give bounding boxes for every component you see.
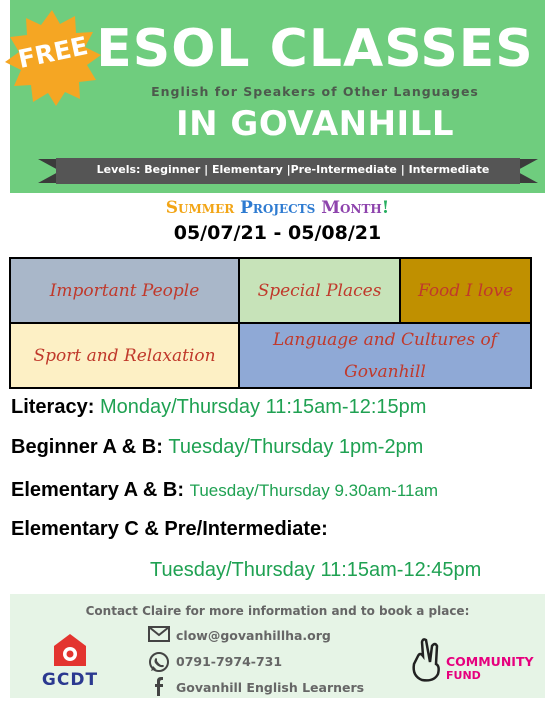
date-range: 05/07/21 - 05/08/21 <box>173 222 382 244</box>
exclamation: ! <box>381 198 390 218</box>
topic-language-cultures: Language and Cultures of Govanhill <box>239 323 531 388</box>
phone-text: 0791-7974-731 <box>176 654 283 669</box>
summer-word: Summer <box>165 198 235 218</box>
elementary-label: Elementary A & B: <box>11 479 185 501</box>
envelope-icon <box>148 625 170 643</box>
elemc-time: Tuesday/Thursday 11:15am-12:45pm <box>150 559 482 581</box>
elemc-label: Elementary C & Pre/Intermediate: <box>11 518 328 540</box>
beginner-label: Beginner A & B: <box>11 436 163 458</box>
contact-heading: Contact Claire for more information and to book a place: <box>85 604 470 618</box>
community-fund-logo <box>408 636 548 686</box>
facebook-icon <box>148 677 170 697</box>
schedule-beginner <box>11 436 423 459</box>
free-badge <box>0 8 104 108</box>
facebook-text[interactable]: Govanhill English Learners <box>176 680 365 695</box>
levels-ribbon <box>38 156 538 186</box>
summer-heading <box>0 198 555 218</box>
literacy-label: Literacy: <box>11 396 95 418</box>
topic-food-i-love: Food I love <box>400 258 531 323</box>
topic-sport-relaxation: Sport and Relaxation <box>10 323 239 388</box>
gcdt-house-icon <box>30 630 110 670</box>
free-text: FREE <box>15 30 91 75</box>
email-text[interactable]: clow@govanhillha.org <box>176 628 331 643</box>
schedule-literacy <box>11 396 426 419</box>
beginner-time: Tuesday/Thursday 1pm-2pm <box>168 436 424 458</box>
month-word: Month <box>321 198 382 218</box>
projects-word: Projects <box>240 198 316 218</box>
main-title: ESOL CLASSES <box>96 19 534 79</box>
gcdt-text: GCDT <box>41 670 99 690</box>
location-title: IN GOVANHILL <box>175 104 455 144</box>
schedule-elementary-c <box>11 518 328 541</box>
whatsapp-icon <box>148 651 170 673</box>
footer-contact <box>10 594 545 698</box>
levels-text: Levels: Beginner | Elementary |Pre-Intermediate | Intermediate <box>96 163 490 176</box>
topic-special-places: Special Places <box>239 258 400 323</box>
topic-important-people: Important People <box>10 258 239 323</box>
schedule-elementary <box>11 479 438 502</box>
gcdt-logo <box>30 630 110 690</box>
crossed-fingers-icon <box>408 636 448 686</box>
topics-table <box>9 257 532 389</box>
elementary-time: Tuesday/Thursday 9.30am-11am <box>189 481 439 500</box>
community-text: COMMUNITY <box>446 654 534 669</box>
literacy-time: Monday/Thursday 11:15am-12:15pm <box>99 396 427 418</box>
subtitle: English for Speakers of Other Languages <box>151 84 479 99</box>
fund-text: FUND <box>446 669 481 682</box>
